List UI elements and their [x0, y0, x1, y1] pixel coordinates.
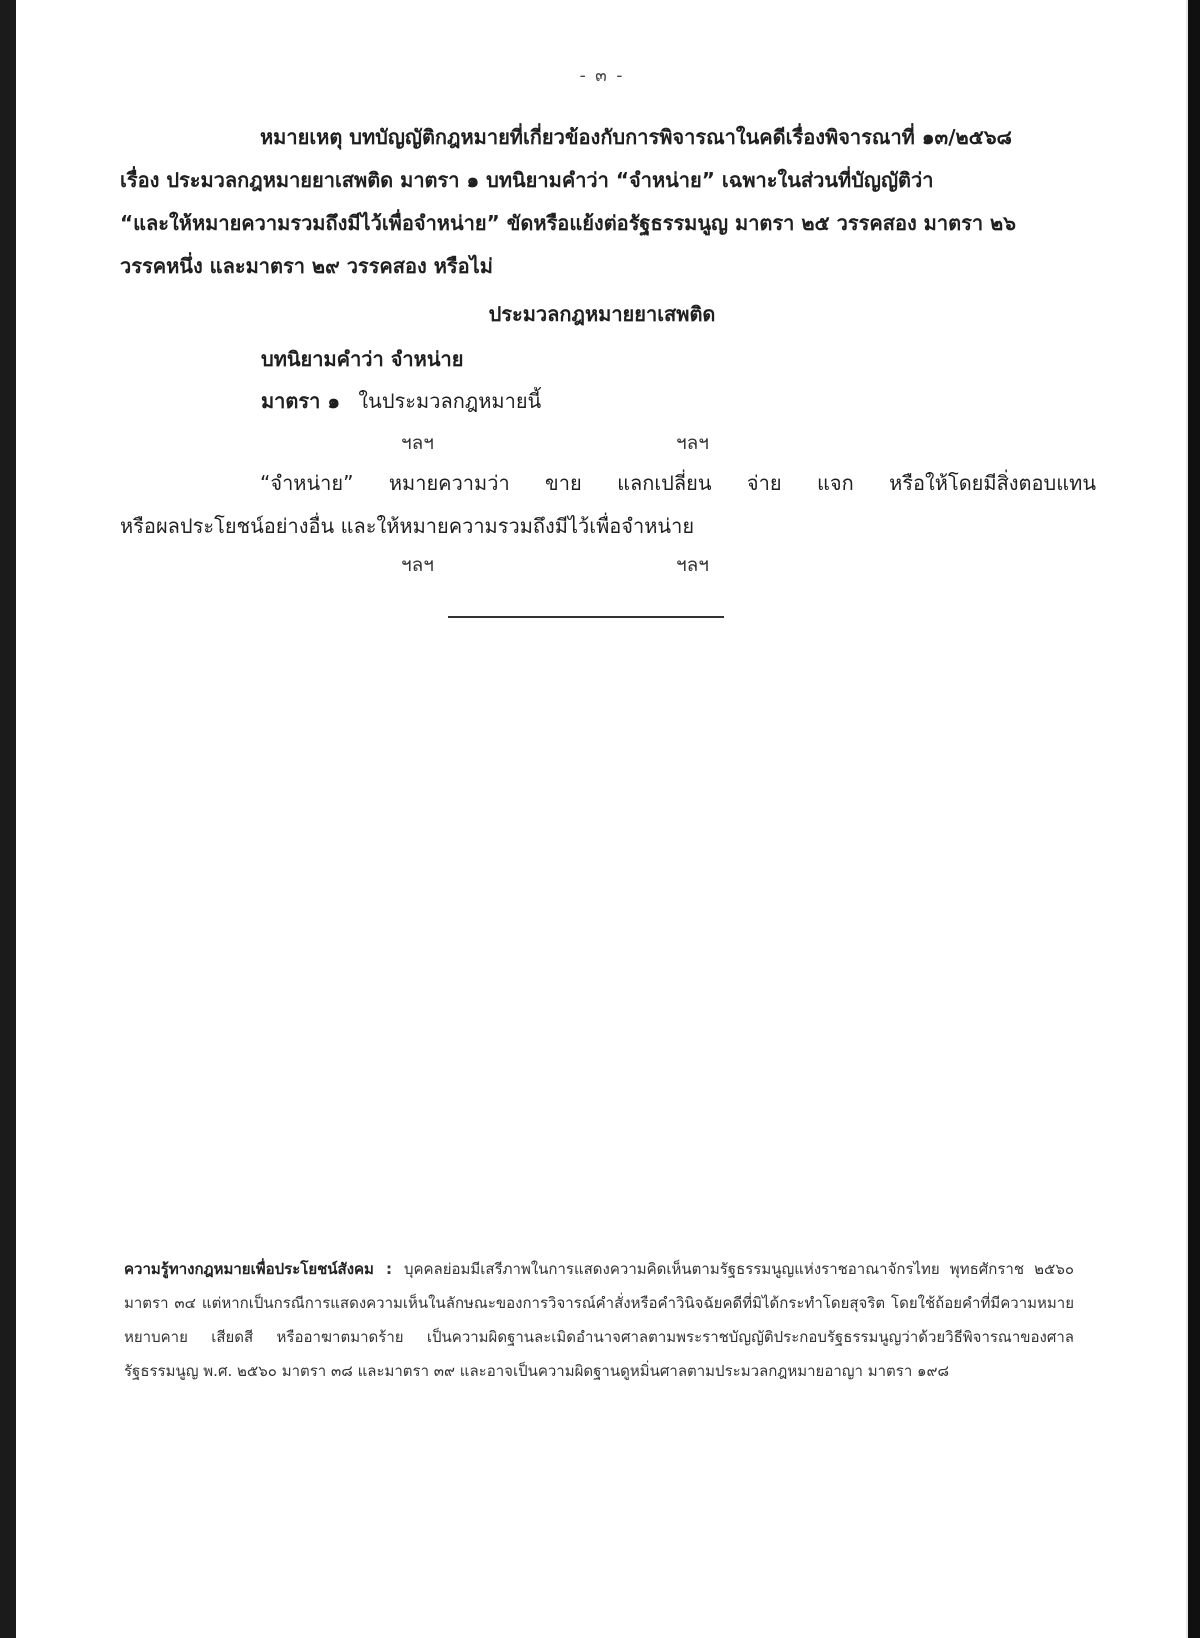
- omission-marker: ฯลฯ: [401, 432, 434, 454]
- note-line: วรรคหนึ่ง และมาตรา ๒๙ วรรคสอง หรือไม่: [120, 254, 493, 278]
- document-page: [16, 0, 1188, 1638]
- note-line: “และให้หมายความรวมถึงมีไว้เพื่อจำหน่าย” ขัดหรือแย้งต่อรัฐธรรมนูญ มาตรา ๒๕ วรรคสอง มาตรา ๒๖: [120, 211, 1016, 235]
- section-text: ในประมวลกฎหมายนี้: [358, 389, 542, 413]
- section-1: [261, 385, 541, 417]
- section-label: มาตรา ๑: [261, 389, 341, 413]
- section-divider: [448, 616, 724, 618]
- legal-notice-text: บุคคลย่อมมีเสรีภาพในการแสดงความคิดเห็นตามรัฐธรรมนูญแห่งราชอาณาจักรไทย พุทธศักราช ๒๕๖๐ มาตรา ๓๔ แต่หากเป็นกรณีการแสดงความเห็นในลักษณะของการวิจารณ์คำสั่งหรือคำวินิจฉัยคดีที่มิได้กระทำโดยสุจริต โดยใช้ถ้อยคำที่มีความหมายหยาบคาย เสียดสี หรืออาฆาตมาดร้าย เป็นความผิดฐานละเมิดอำนาจศาลตามพระราชบัญญัติประกอบรัฐธรรมนูญว่าด้วยวิธีพิจารณาของศาลรัฐธรรมนูญ พ.ศ. ๒๕๖๐ มาตรา ๓๘ และมาตรา ๓๙ และอาจเป็นความผิดฐานดูหมิ่นศาลตามประมวลกฎหมายอาญา มาตรา ๑๙๘: [124, 1260, 1074, 1380]
- legal-notice-separator: :: [385, 1260, 392, 1278]
- legal-notice-paragraph: [124, 1252, 1074, 1388]
- legal-notice-heading: ความรู้ทางกฎหมายเพื่อประโยชน์สังคม: [124, 1260, 374, 1278]
- viewer-edge: [1188, 0, 1200, 1638]
- definition-line: หรือผลประโยชน์อย่างอื่น และให้หมายความรวมถึงมีไว้เพื่อจำหน่าย: [120, 514, 695, 538]
- legal-notice: [124, 1252, 1074, 1388]
- note-line: เรื่อง ประมวลกฎหมายยาเสพติด มาตรา ๑ บทนิยามคำว่า “จำหน่าย” เฉพาะในส่วนที่บัญญัติว่า: [120, 168, 934, 192]
- law-title: ประมวลกฎหมายยาเสพติด: [488, 302, 716, 326]
- definition-line: “จำหน่าย” หมายความว่า ขาย แลกเปลี่ยน จ่าย แจก หรือให้โดยมีสิ่งตอบแทน: [260, 471, 1096, 495]
- definition-text: [120, 462, 1096, 548]
- definition-heading: บทนิยามคำว่า จำหน่าย: [261, 347, 464, 371]
- note-paragraph: [120, 116, 1096, 288]
- omission-marker: ฯลฯ: [401, 554, 434, 576]
- page-number: - ๓ -: [579, 66, 625, 86]
- omission-marker: ฯลฯ: [676, 432, 709, 454]
- omission-marker: ฯลฯ: [676, 554, 709, 576]
- note-line: หมายเหตุ บทบัญญัติกฎหมายที่เกี่ยวข้องกับการพิจารณาในคดีเรื่องพิจารณาที่ ๑๓/๒๕๖๘: [260, 125, 1012, 149]
